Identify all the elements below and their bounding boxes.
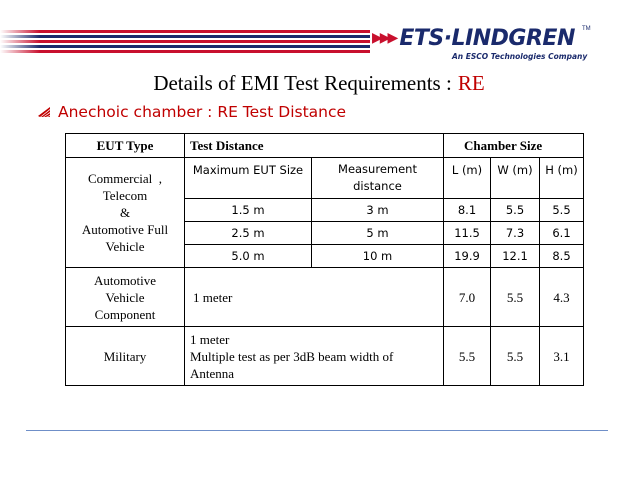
- logo-chevron-icon: ▶▶▶: [372, 30, 396, 46]
- eut-type-line: Automotive Full: [81, 222, 169, 237]
- cell-distance: 5 m: [312, 222, 444, 245]
- cell-eut-size: 2.5 m: [185, 222, 312, 245]
- cell-width: 5.5: [491, 327, 540, 386]
- header-chamber-size: Chamber Size: [444, 134, 584, 158]
- table-subheader-row: [66, 158, 584, 199]
- company-logo: [372, 26, 592, 66]
- cell-distance: 3 m: [312, 199, 444, 222]
- bullet-heading: [36, 103, 346, 121]
- cell-width: 5.5: [491, 199, 540, 222]
- cell-height: 5.5: [540, 199, 584, 222]
- subheader-line: distance: [353, 179, 402, 193]
- bullet-text: Anechoic chamber : RE Test Distance: [58, 103, 347, 121]
- distance-line: Multiple test as per 3dB beam width of: [190, 348, 394, 364]
- eut-type-line: Automotive: [93, 272, 157, 288]
- subheader-max-eut-size: Maximum EUT Size: [185, 158, 312, 199]
- eut-type-automotive-component: [66, 268, 185, 327]
- cell-height: 6.1: [540, 222, 584, 245]
- distance-line: Antenna: [190, 365, 235, 381]
- eut-type-line: Vehicle: [105, 239, 145, 254]
- cell-height: 4.3: [540, 268, 584, 327]
- eut-type-line: Telecom: [102, 188, 148, 203]
- slide-title: [0, 71, 638, 96]
- header-test-distance: Test Distance: [185, 134, 444, 158]
- slide-title-text: Details of EMI Test Requirements :: [153, 71, 452, 95]
- subheader-height: H (m): [540, 158, 584, 199]
- subheader-line: Measurement: [338, 162, 417, 176]
- cell-distance-military: [185, 327, 444, 386]
- emi-requirements-table: [65, 133, 584, 386]
- footer-divider: [26, 430, 608, 431]
- logo-subtitle: An ESCO Technologies Company: [452, 52, 588, 61]
- eut-type-line: &: [119, 205, 131, 220]
- cell-eut-size: 1.5 m: [185, 199, 312, 222]
- cell-length: 11.5: [444, 222, 491, 245]
- cell-length: 5.5: [444, 327, 491, 386]
- header-eut-type: EUT Type: [66, 134, 185, 158]
- eut-type-line: Commercial ,: [87, 171, 162, 186]
- table-row-military: [66, 327, 584, 386]
- subheader-length: L (m): [444, 158, 491, 199]
- cell-width: 5.5: [491, 268, 540, 327]
- eut-type-line: Vehicle: [105, 289, 145, 305]
- eut-type-commercial: [66, 158, 185, 268]
- cell-distance: 10 m: [312, 245, 444, 268]
- cell-length: 8.1: [444, 199, 491, 222]
- cell-distance: 1 meter: [185, 268, 444, 327]
- cell-eut-size: 5.0 m: [185, 245, 312, 268]
- subheader-measurement-distance: [312, 158, 444, 199]
- header-stripe-band: [0, 28, 370, 54]
- slide-title-highlight: RE: [457, 71, 485, 95]
- eut-type-military: Military: [66, 327, 185, 386]
- bullet-icon: [36, 106, 52, 118]
- cell-width: 12.1: [491, 245, 540, 268]
- subheader-width: W (m): [491, 158, 540, 199]
- eut-type-line: Component: [94, 306, 156, 322]
- cell-height: 8.5: [540, 245, 584, 268]
- distance-line: 1 meter: [190, 331, 230, 347]
- cell-width: 7.3: [491, 222, 540, 245]
- logo-trademark: TM: [582, 26, 591, 32]
- cell-height: 3.1: [540, 327, 584, 386]
- cell-length: 7.0: [444, 268, 491, 327]
- logo-text: ETS·LINDGREN: [399, 26, 575, 51]
- table-header-row: [66, 134, 584, 158]
- table-row-automotive-component: [66, 268, 584, 327]
- cell-length: 19.9: [444, 245, 491, 268]
